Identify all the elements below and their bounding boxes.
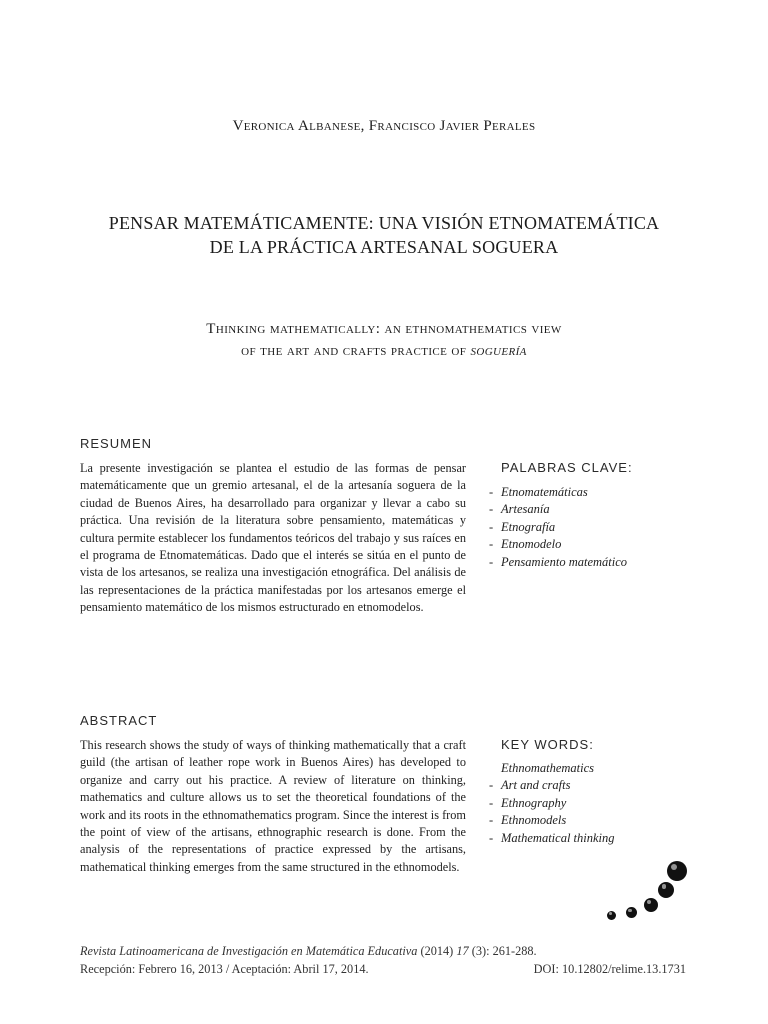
doi: DOI: 10.12802/relime.13.1731	[533, 962, 686, 976]
title-spanish-line-2: DE LA PRÁCTICA ARTESANAL SOGUERA	[209, 237, 559, 257]
keyword-item	[489, 519, 709, 536]
keyword-item	[489, 777, 709, 794]
keyword-item	[489, 484, 709, 501]
key-words-heading: KEY WORDS:	[501, 737, 594, 752]
dot-icon	[667, 861, 687, 881]
keyword-dash: -	[489, 502, 494, 517]
keyword-dash: -	[489, 485, 494, 499]
journal-name: Revista Latinoamericana de Investigación en Matemática Educativa	[80, 944, 418, 958]
keyword-text: Ethnography	[501, 795, 567, 810]
keyword-text: Pensamiento matemático	[501, 554, 628, 569]
keyword-item	[489, 501, 709, 518]
abstract-text: This research shows the study of ways of thinking mathematically that a craft guild (the artisan of leather rope work in Buenos Aires) has developed to organize and carry out his practice. A review of literature on thinking, mathematics and culture allows us to set the theoretical foundations of the work and its roots in the ethnomathematics program. Since the interest is from the point of view of the artisans, ethnographic research is done. From the analysis of the representations of practice expressed by the artisans, mathematical thinking emerges from the same structured in the ethnomodels.	[80, 738, 466, 874]
title-english-line-2-prefix: of the art and crafts practice of	[241, 343, 471, 359]
title-english-line-1: Thinking mathematically: an ethnomathematics view	[206, 321, 562, 337]
keyword-item	[489, 830, 709, 847]
keyword-dash: -	[489, 830, 494, 845]
key-word-first: Ethnomathematics	[501, 761, 595, 775]
keyword-item	[489, 795, 709, 812]
footer-citation	[80, 944, 686, 959]
journal-year: (2014)	[420, 944, 454, 958]
journal-volume: 17	[456, 944, 469, 958]
keyword-dash: -	[489, 813, 494, 828]
resumen-heading: RESUMEN	[80, 436, 153, 451]
keyword-text: Etnomatemáticas	[501, 485, 588, 499]
keyword-dash: -	[489, 795, 494, 810]
keyword-text: Mathematical thinking	[501, 830, 615, 845]
keyword-text: Art and crafts	[501, 778, 571, 793]
key-word-item	[489, 760, 709, 777]
dot-icon	[607, 911, 616, 920]
keyword-dash: -	[489, 554, 494, 569]
footer-dates	[80, 962, 686, 977]
received-accepted: Recepción: Febrero 16, 2013 / Aceptación: Abril 17, 2014.	[80, 962, 369, 976]
dot-icon	[658, 882, 674, 898]
keyword-text: Etnografía	[501, 519, 556, 534]
title-spanish-line-1: PENSAR MATEMÁTICAMENTE: UNA VISIÓN ETNOMATEMÁTICA	[108, 213, 660, 233]
keyword-text: Etnomodelo	[501, 537, 562, 552]
palabras-clave-heading: PALABRAS CLAVE:	[501, 460, 633, 475]
title-spanish	[60, 211, 708, 259]
keyword-item	[489, 812, 709, 829]
key-words-list	[489, 760, 709, 847]
keyword-item	[489, 554, 709, 571]
title-english-line-2-italic: soguería	[470, 343, 527, 359]
title-english	[60, 318, 708, 362]
resumen-text: La presente investigación se plantea el estudio de las formas de pensar matemáticamente que un gremio artesanal, el de la artesanía soguera de la ciudad de Buenos Aires, ha desarrollado para organizar y llevar a cabo su práctica. Una revisión de la literatura sobre pensamiento, matemáticas y cultura permite establecer los fundamentos teóricos del trabajo y sus raíces en el programa de Etnomatemáticas. Dado que el interés se sitúa en el punto de vista de los artesanos, se realiza una investigación etnográfica. Del análisis de las representaciones de la práctica manifestadas por los artesanos emerge el pensamiento matemático de los mismos estructurado en etnomodelos.	[80, 461, 466, 615]
dot-icon	[644, 898, 658, 912]
keyword-dash: -	[489, 778, 494, 793]
keyword-dash: -	[489, 519, 494, 534]
keyword-dash: -	[489, 537, 494, 552]
keyword-text: Artesanía	[501, 502, 550, 517]
keyword-item	[489, 536, 709, 553]
journal-issue-pages: (3): 261-288.	[471, 944, 537, 958]
keyword-text: Ethnomodels	[501, 813, 567, 828]
authors: Veronica Albanese, Francisco Javier Perales	[232, 118, 536, 134]
abstract-heading: ABSTRACT	[80, 713, 158, 728]
palabras-clave-list	[489, 484, 709, 571]
title-english-line-2	[60, 340, 708, 362]
dot-icon	[626, 907, 637, 918]
